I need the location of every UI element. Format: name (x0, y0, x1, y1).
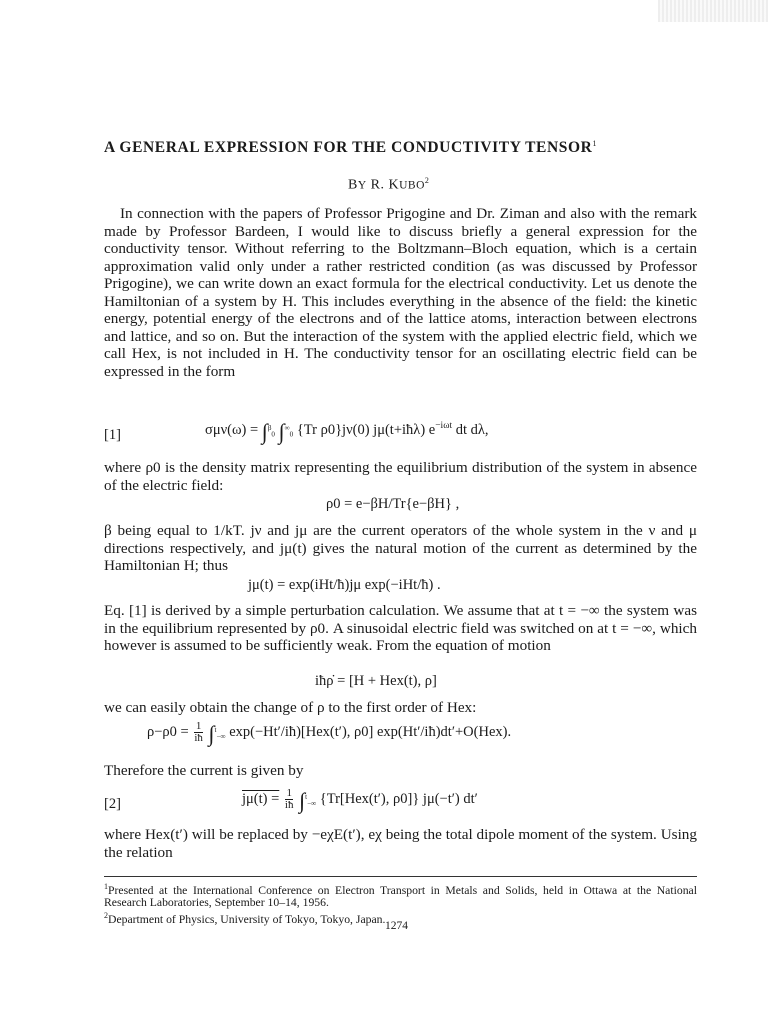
footnote-1: $^1$Presented at the International Conference on Electron Transport in Metals and Solids, held in Ottawa at the National Research Laboratories, September 10–14, 1956. (104, 882, 697, 910)
equation-number-1: [1] (104, 427, 121, 443)
title-footnote-mark: 1 (592, 139, 598, 148)
equation-number-2: [2] (104, 796, 121, 812)
paragraph-first-order: we can easily obtain the change of ρ to the first order of Hex: (104, 699, 477, 716)
byline: BY R. KUBO$^2$ (348, 176, 430, 193)
equation-2: jμ(t) = $\frac{1}{iħ}$ ∫$^t_{-\infty}$ {Tr[Hex(t′), ρ0]} jμ(−t′) dt′ (242, 787, 478, 813)
paragraph-intro: In connection with the papers of Professor Prigogine and Dr. Ziman and also with the remark made by Professor Bardeen, I would like to discuss briefly a general expression for the conductivity tensor. Without referring to the Boltzmann–Bloch equation, which is a certain approximation valid only under a rather restricted condition (as was discussed by Professor Prigogine), we can write down an exact formula for the electrical conductivity. Let us denote the Hamiltonian of a system by H. This includes everything in the absence of the field: the kinetic energy, potential energy of the electrons and of the lattice atoms, interaction between electrons and lattice, and so on. But the interaction of the system with the applied electric field, which we call Hex, is not included in H. The conductivity tensor for an oscillating electric field can be expressed in the form (104, 205, 697, 380)
equation-1: σμν(ω) = ∫$^\beta_0$ $\int^\infty_0$ {Tr ρ0}jν(0) jμ(t+iħλ) $e^{-i\omega t}$ dt dλ, (205, 419, 489, 444)
equation-density-matrix: ρ0 = e−βH/Tr{e−βH} , (326, 496, 460, 512)
paper-title: A GENERAL EXPRESSION FOR THE CONDUCTIVITY TENSOR$^1$ (104, 139, 598, 157)
paragraph-current-given: Therefore the current is given by (104, 762, 304, 779)
scan-artifact (658, 0, 768, 22)
page-number: 1274 (385, 920, 408, 932)
equation-of-motion: iħρ̇ = [H + Hex(t), ρ] (315, 673, 437, 689)
paragraph-perturbation: Eq. [1] is derived by a simple perturbation calculation. We assume that at t = −∞ the system was in the equilibrium represented by ρ0. A sinusoidal electric field was switched on at t = −∞, which however is assumed to be sufficiently weak. From the equation of motion (104, 602, 697, 654)
footnote-2: $^2$Department of Physics, University of Tokyo, Tokyo, Japan. (104, 910, 386, 926)
equation-current-motion: jμ(t) = exp(iHt/ħ)jμ exp(−iHt/ħ) . (248, 577, 441, 593)
paragraph-dipole: where Hex(t′) will be replaced by −eχE(t′), eχ being the total dipole moment of the system. Using the relation (104, 826, 697, 861)
paragraph-density-matrix: where ρ0 is the density matrix representing the equilibrium distribution of the system in absence of the electric field: (104, 459, 697, 494)
equation-density-change: ρ−ρ0 = $\frac{1}{iħ}$ ∫$^t_{-\infty}$ exp(−Ht′/iħ)[Hex(t′), ρ0] exp(Ht′/iħ)dt′+O(Hex). (147, 720, 512, 746)
footnotes (104, 876, 697, 926)
paragraph-current-operators: β being equal to 1/kT. jν and jμ are the current operators of the whole system in the ν and μ directions respectively, and jμ(t) gives the natural motion of the current as determined by the Hamiltonian H; thus (104, 522, 697, 574)
